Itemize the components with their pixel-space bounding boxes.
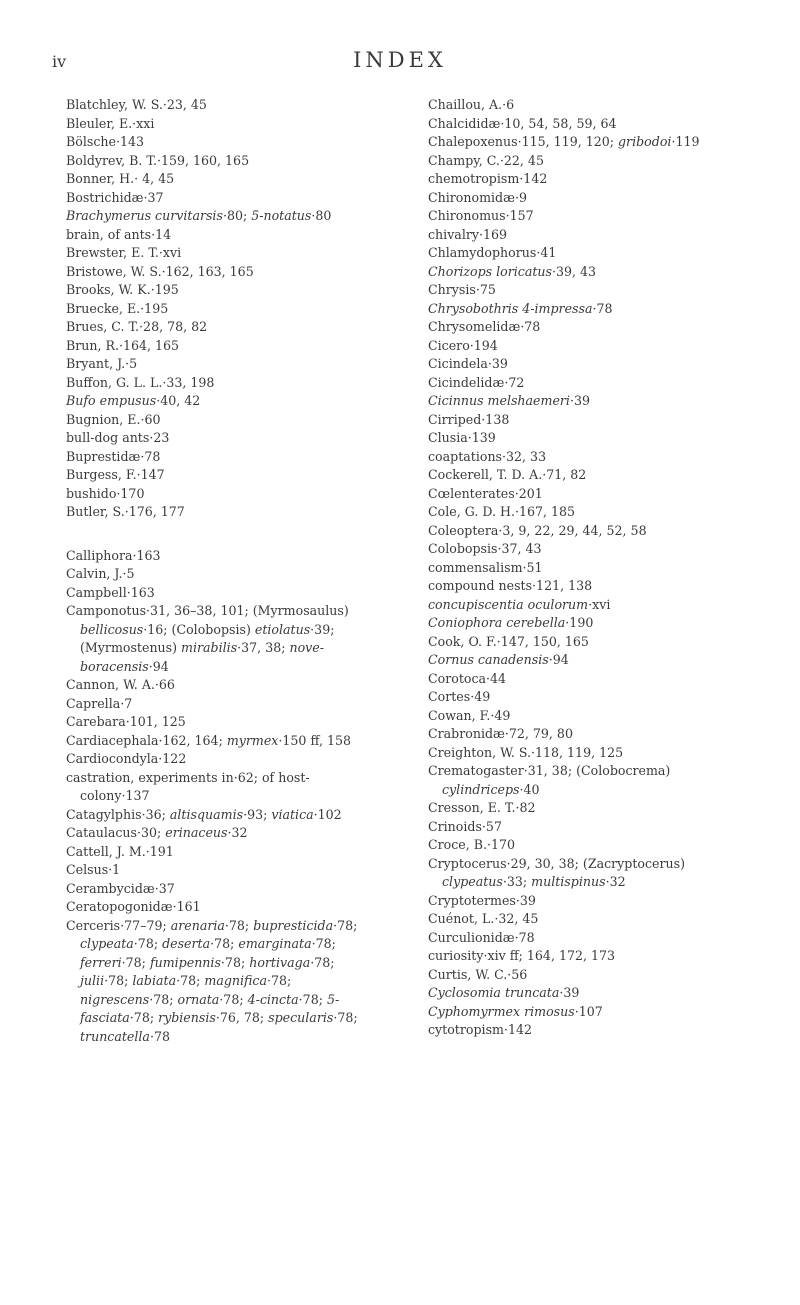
index-text: ·32: [227, 825, 248, 840]
index-entry: [428, 725, 740, 744]
index-text: ·107: [574, 1003, 603, 1019]
index-entry: [66, 429, 378, 448]
index-text: brain, of ants·14: [66, 226, 172, 242]
index-term-italic: 4-cincta: [247, 991, 299, 1007]
index-text: ·37, 38;: [237, 640, 290, 655]
index-term-italic: concupiscentia oculorum: [428, 596, 589, 612]
index-term-italic: Cyclosomia truncata: [428, 985, 560, 1000]
index-entry: [66, 133, 378, 152]
index-text: castration, experiments in·62; of host-colony·137: [66, 769, 310, 803]
index-term-italic: ferreri: [80, 954, 122, 970]
index-entry: [66, 448, 378, 467]
index-text: Buffon, G. L. L.·33, 198: [66, 374, 215, 390]
index-entry: [428, 984, 740, 1003]
index-entry: [428, 966, 740, 985]
index-text: Brues, C. T.·28, 78, 82: [66, 319, 208, 334]
index-entry: [66, 466, 378, 485]
index-entry: [66, 96, 378, 115]
index-entry: [66, 281, 378, 300]
index-entry: [66, 392, 378, 411]
index-entry: [66, 713, 378, 732]
index-text: ·78;: [121, 954, 150, 970]
index-entry: [428, 503, 740, 522]
index-text: ·78;: [129, 1010, 159, 1025]
index-entry: [66, 695, 378, 714]
index-text: Buprestidæ·78: [66, 448, 161, 464]
index-text: ·78;: [133, 936, 163, 951]
index-text: ·32: [605, 874, 626, 889]
index-entry: [428, 670, 740, 689]
index-term-italic: gribodoi: [618, 134, 672, 149]
page-title: INDEX: [353, 48, 447, 72]
index-entry: [428, 633, 740, 652]
index-text: ·78: [592, 300, 613, 316]
index-entry: [428, 744, 740, 763]
index-entry: [66, 880, 378, 899]
index-entry: [66, 843, 378, 862]
index-text: Cryptocerus·29, 30, 38; (Zacryptocerus): [428, 855, 685, 871]
index-entry: [428, 263, 740, 282]
index-term-italic: viatica: [271, 806, 314, 822]
index-text: ·39, 43: [551, 263, 597, 279]
index-entry: [66, 503, 378, 522]
index-entry: [428, 1003, 740, 1022]
index-term-italic: multispinus: [531, 874, 606, 889]
index-text: ·102: [313, 806, 342, 822]
index-entry: [428, 337, 740, 356]
index-text: Caprella·7: [66, 695, 133, 711]
index-text: Chrysis·75: [428, 282, 496, 297]
index-entry: [428, 910, 740, 929]
index-text: Butler, S.·176, 177: [66, 504, 185, 519]
index-entry: [428, 818, 740, 837]
index-entry: [66, 676, 378, 695]
index-term-italic: Bufo empusus: [66, 393, 157, 408]
index-text: ·16; (Colobopsis): [143, 621, 255, 637]
index-text: Chironomus·157: [428, 208, 534, 223]
index-text: ·78;: [298, 991, 327, 1007]
index-text: ·40: [519, 781, 540, 797]
index-entry: [66, 602, 378, 676]
index-text: ·78: [149, 1028, 170, 1044]
index-text: ·76, 78;: [215, 1010, 269, 1025]
index-text: Cortes·49: [428, 689, 491, 704]
index-text: Bonner, H.· 4, 45: [66, 171, 175, 186]
index-term-italic: altisquamis: [169, 806, 244, 822]
index-term-italic: ornata: [177, 991, 220, 1007]
index-entry: [66, 917, 378, 1047]
index-term-italic: Chorizops loricatus: [428, 263, 552, 279]
index-entry: [66, 300, 378, 319]
index-entry: [66, 565, 378, 584]
index-term-italic: Coniophora cerebella: [428, 615, 566, 630]
index-text: Cicero·194: [428, 337, 498, 353]
index-text: Cataulacus·30;: [66, 825, 166, 840]
index-text: Crematogaster·31, 38; (Colobocrema): [428, 763, 671, 778]
index-text: Curculionidæ·78: [428, 929, 535, 945]
index-text: Cicindela·39: [428, 356, 508, 371]
index-text: Brewster, E. T.·xvi: [66, 245, 182, 260]
index-text: Crabronidæ·72, 79, 80: [428, 726, 573, 741]
index-term-italic: Chrysobothris 4-impressa: [428, 300, 593, 316]
index-text: Camponotus·31, 36–38, 101; (Myrmosaulus): [66, 603, 349, 618]
index-entry: [428, 485, 740, 504]
index-text: Cook, O. F.·147, 150, 165: [428, 633, 589, 649]
index-text: cytotropism·142: [428, 1022, 533, 1037]
index-entry: [66, 547, 378, 566]
index-text: ·39: [569, 393, 590, 408]
index-entry: [428, 614, 740, 633]
index-term-italic: hortivaga: [249, 954, 311, 970]
index-text: ·39: [559, 985, 580, 1000]
index-entry: [66, 898, 378, 917]
index-text: ·80: [311, 208, 332, 223]
index-text: Bleuler, E.·xxi: [66, 115, 155, 131]
index-text: Cardiacephala·162, 164;: [66, 732, 227, 748]
index-text: Chlamydophorus·41: [428, 245, 557, 260]
index-entry: [428, 762, 740, 799]
index-term-italic: 5-notatus: [251, 208, 312, 223]
index-term-italic: clypeata: [80, 936, 134, 951]
index-text: bushido·170: [66, 485, 145, 501]
index-entry: [428, 170, 740, 189]
index-text: ·150 ff, 158: [278, 732, 351, 748]
index-text: ·78;: [267, 973, 292, 988]
index-text: Cerceris·77–79;: [66, 917, 171, 933]
index-term-italic: cylindriceps: [442, 781, 520, 797]
index-term-italic: myrmex: [226, 732, 279, 748]
index-text: Colobopsis·37, 43: [428, 541, 542, 556]
index-text: ·94: [148, 658, 169, 674]
index-entry: [66, 170, 378, 189]
index-term-italic: clypeatus: [442, 874, 503, 889]
index-entry: [428, 1021, 740, 1040]
index-text: ·78;: [224, 917, 254, 933]
index-entry: [66, 226, 378, 245]
index-entry: [428, 688, 740, 707]
index-entry: [428, 152, 740, 171]
index-entry: [428, 540, 740, 559]
index-text: Cerambycidæ·37: [66, 880, 175, 896]
index-term-italic: emarginata: [238, 936, 312, 951]
index-entry: [66, 584, 378, 603]
index-term-italic: Cornus canadensis: [428, 652, 549, 667]
index-term-italic: Cicinnus melshaemeri: [428, 393, 570, 408]
index-text: Brun, R.·164, 165: [66, 337, 180, 353]
index-column-left: [66, 96, 378, 1046]
index-entry: [66, 152, 378, 171]
index-term-italic: deserta: [162, 936, 211, 951]
index-text: ·119: [671, 134, 700, 149]
index-text: Ceratopogonidæ·161: [66, 899, 201, 914]
index-entry: [428, 207, 740, 226]
index-text: ·78;: [149, 991, 178, 1007]
index-entry: [428, 189, 740, 208]
index-text: Chalcididæ·10, 54, 58, 59, 64: [428, 115, 617, 131]
index-entry: [66, 806, 378, 825]
index-term-italic: bupresticida: [253, 917, 334, 933]
index-term-italic: julii: [80, 973, 105, 988]
index-text: Chrysomelidæ·78: [428, 319, 541, 334]
index-text: Cirriped·138: [428, 411, 510, 427]
index-entry: [428, 96, 740, 115]
index-entry: [66, 769, 378, 806]
index-text: Burgess, F.·147: [66, 467, 165, 482]
index-text: ·93;: [243, 806, 272, 822]
index-text: ·78;: [311, 936, 336, 951]
index-text: Bristowe, W. S.·162, 163, 165: [66, 263, 254, 279]
index-text: Bryant, J.·5: [66, 356, 138, 371]
index-entry: [428, 133, 740, 152]
index-text: ·94: [548, 652, 569, 667]
index-text: Cockerell, T. D. A.·71, 82: [428, 467, 587, 482]
index-text: Cresson, E. T.·82: [428, 800, 536, 815]
index-text: ·78;: [333, 1010, 358, 1025]
index-entry: [428, 429, 740, 448]
index-text: Bölsche·143: [66, 134, 144, 149]
index-entry: [428, 596, 740, 615]
index-text: Cœlenterates·201: [428, 485, 543, 501]
index-entry: [428, 892, 740, 911]
index-entry: [66, 411, 378, 430]
index-text: ·78;: [210, 936, 239, 951]
index-text: Calvin, J.·5: [66, 566, 135, 581]
index-text: Clusia·139: [428, 430, 496, 445]
index-text: Brooks, W. K.·195: [66, 282, 179, 297]
index-term-italic: nove-boracensis: [80, 640, 324, 674]
index-text: Curtis, W. C.·56: [428, 966, 528, 982]
index-term-italic: Cyphomyrmex rimosus: [428, 1003, 575, 1019]
index-text: ·xvi: [588, 596, 611, 612]
index-text: ·78;: [219, 991, 248, 1007]
index-text: ·78;: [333, 917, 358, 933]
index-entry: [66, 374, 378, 393]
index-term-italic: erinaceus: [165, 825, 228, 840]
index-entry: [428, 392, 740, 411]
index-text: ·39; (Myrmostenus): [80, 621, 335, 655]
index-column-right: [428, 96, 740, 1040]
index-entry: [66, 207, 378, 226]
index-text: ·78;: [176, 973, 205, 988]
index-entry: [66, 824, 378, 843]
index-text: ·78;: [220, 954, 250, 970]
index-entry: [66, 244, 378, 263]
index-entry: [66, 115, 378, 134]
index-text: Creighton, W. S.·118, 119, 125: [428, 744, 624, 760]
index-text: Boldyrev, B. T.·159, 160, 165: [66, 152, 250, 168]
index-text: ·40, 42: [156, 393, 201, 408]
index-text: chivalry·169: [428, 226, 508, 242]
index-text: Cuénot, L.·32, 45: [428, 911, 539, 926]
index-entry: [428, 799, 740, 818]
index-text: Chalepoxenus·115, 119, 120;: [428, 134, 618, 149]
index-text: Croce, B.·170: [428, 837, 516, 852]
index-entry: [66, 750, 378, 769]
index-text: ·78;: [104, 973, 133, 988]
index-term-italic: rybiensis: [158, 1010, 216, 1025]
index-term-italic: etiolatus: [254, 621, 311, 637]
index-term-italic: specularis: [268, 1010, 334, 1025]
index-text: ·33;: [502, 874, 532, 889]
index-term-italic: Brachymerus curvitarsis: [66, 208, 223, 223]
index-text: Coleoptera·3, 9, 22, 29, 44, 52, 58: [428, 522, 647, 538]
index-entry: [428, 947, 740, 966]
index-entry: [428, 448, 740, 467]
index-text: Champy, C.·22, 45: [428, 152, 544, 168]
index-text: Calliphora·163: [66, 547, 161, 563]
index-term-italic: labiata: [132, 973, 177, 988]
index-text: Campbell·163: [66, 584, 155, 600]
index-text: Cole, G. D. H.·167, 185: [428, 504, 576, 519]
index-text: compound nests·121, 138: [428, 578, 593, 593]
index-text: Cicindelidæ·72: [428, 374, 525, 390]
index-text: ·190: [565, 615, 594, 630]
index-entry: [428, 651, 740, 670]
index-text: Crinoids·57: [428, 818, 502, 834]
index-text: Chaillou, A.·6: [428, 97, 515, 112]
index-entry: [428, 855, 740, 892]
index-text: Blatchley, W. S.·23, 45: [66, 97, 207, 112]
index-text: chemotropism·142: [428, 171, 548, 186]
index-text: Cannon, W. A.·66: [66, 677, 175, 692]
index-entry: [66, 732, 378, 751]
index-text: Corotoca·44: [428, 670, 507, 686]
index-entry: [428, 411, 740, 430]
index-entry: [428, 522, 740, 541]
index-entry: [66, 318, 378, 337]
index-term-italic: nigrescens: [80, 991, 150, 1007]
page-number: iv: [52, 52, 67, 71]
index-entry: [428, 115, 740, 134]
index-text: Bruecke, E.·195: [66, 300, 169, 316]
index-text: Chironomidæ·9: [428, 189, 527, 205]
index-entry: [428, 836, 740, 855]
index-term-italic: 5-fasciata: [80, 991, 340, 1025]
index-entry: [428, 355, 740, 374]
index-term-italic: fumipennis: [149, 954, 221, 970]
index-text: Catagylphis·36;: [66, 806, 170, 822]
index-entry: [66, 263, 378, 282]
index-entry: [428, 300, 740, 319]
index-text: commensalism·51: [428, 559, 543, 575]
index-entry: [66, 485, 378, 504]
index-entry: [66, 355, 378, 374]
index-entry: [428, 374, 740, 393]
index-entry: [428, 577, 740, 596]
index-entry: [66, 337, 378, 356]
index-text: Cardiocondyla·122: [66, 751, 187, 766]
index-entry: [428, 226, 740, 245]
index-entry: [428, 707, 740, 726]
index-text: Cattell, J. M.·191: [66, 843, 174, 859]
index-entry: [428, 244, 740, 263]
index-text: Bugnion, E.·60: [66, 411, 161, 427]
index-text: coaptations·32, 33: [428, 448, 547, 464]
index-term-italic: truncatella: [80, 1028, 150, 1044]
index-text: Celsus·1: [66, 862, 121, 877]
index-text: curiosity·xiv ff; 164, 172, 173: [428, 948, 616, 963]
index-term-italic: arenaria: [170, 917, 225, 933]
index-term-italic: bellicosus: [80, 621, 144, 637]
index-entry: [428, 281, 740, 300]
index-text: Carebara·101, 125: [66, 714, 186, 729]
index-entry: [66, 189, 378, 208]
index-entry: [66, 861, 378, 880]
index-text: ·80;: [222, 208, 252, 223]
index-text: Cryptotermes·39: [428, 892, 536, 908]
index-text: Bostrichidæ·37: [66, 189, 164, 205]
index-text: Cowan, F.·49: [428, 707, 511, 723]
index-term-italic: magnifica: [204, 973, 267, 988]
index-entry: [428, 559, 740, 578]
index-term-italic: mirabilis: [181, 640, 238, 655]
index-text: bull-dog ants·23: [66, 430, 170, 445]
index-entry: [428, 929, 740, 948]
section-gap: [66, 522, 378, 547]
index-entry: [428, 466, 740, 485]
index-entry: [428, 318, 740, 337]
index-text: ·78;: [310, 954, 335, 970]
